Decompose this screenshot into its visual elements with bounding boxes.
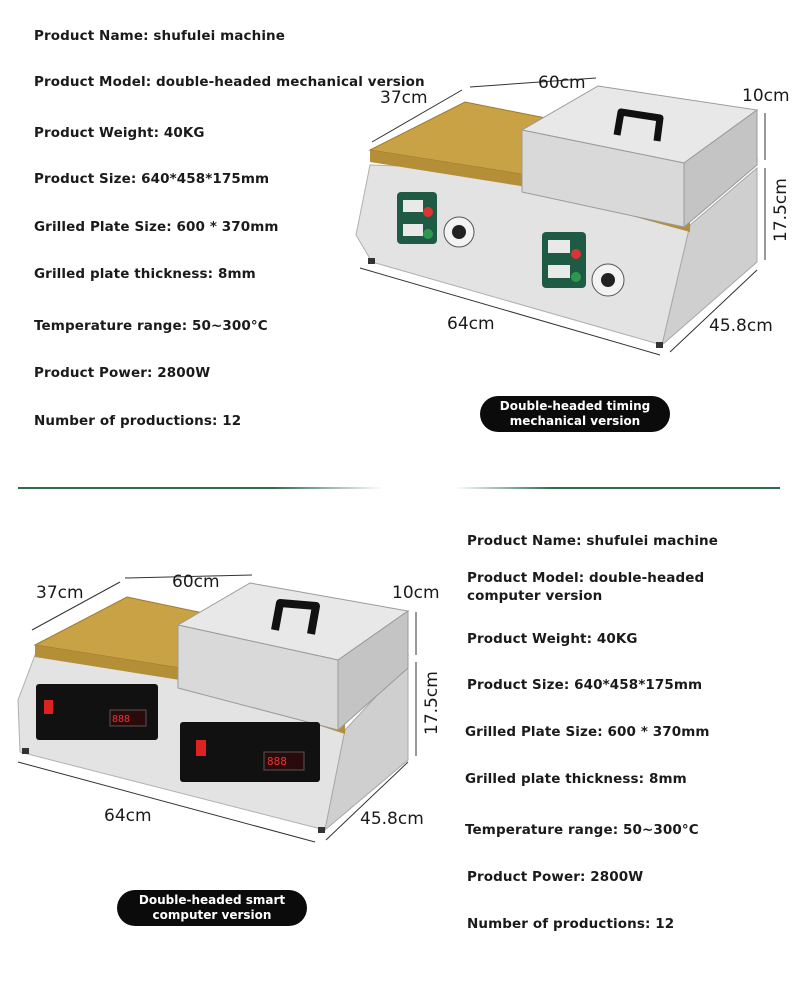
spec-product-model-2: Product Model: double-headed computer version — [467, 570, 705, 604]
dim-length-2: 45.8cm — [360, 809, 424, 829]
dim-width-2: 64cm — [104, 806, 152, 826]
dim-depth: 37cm — [380, 88, 428, 108]
svg-text:888: 888 — [267, 755, 287, 768]
dim-plate-width: 60cm — [538, 73, 586, 93]
spec-product-name: Product Name: shufulei machine — [34, 28, 286, 44]
badge-line-1: Double-headed timing — [499, 399, 651, 413]
spec-temperature-range-2: Temperature range: 50~300°C — [465, 822, 699, 838]
dim-plate-width-2: 60cm — [172, 572, 220, 592]
badge-line-2: mechanical version — [509, 414, 641, 428]
badge-line-1-2: Double-headed smart — [138, 893, 286, 907]
dim-lid-height-2: 10cm — [392, 583, 440, 603]
spec-temperature-range: Temperature range: 50~300°C — [34, 318, 268, 334]
spec-plate-thickness: Grilled plate thickness: 8mm — [34, 266, 256, 282]
dim-body-height-2: 17.5cm — [422, 671, 442, 735]
dim-depth-2: 37cm — [36, 583, 84, 603]
spec-product-model: Product Model: double-headed mechanical version — [34, 74, 425, 90]
dim-width: 64cm — [447, 314, 495, 334]
spec-product-size-2: Product Size: 640*458*175mm — [467, 677, 703, 693]
spec-product-weight: Product Weight: 40KG — [34, 125, 205, 141]
spec-product-power-2: Product Power: 2800W — [467, 869, 644, 885]
dim-body-height: 17.5cm — [771, 178, 791, 242]
badge-line-2-2: computer version — [152, 908, 272, 922]
svg-text:888: 888 — [112, 714, 131, 725]
spec-product-size: Product Size: 640*458*175mm — [34, 171, 270, 187]
spec-product-weight-2: Product Weight: 40KG — [467, 631, 638, 647]
version-badge-computer — [117, 890, 307, 926]
spec-number-of-productions-2: Number of productions: 12 — [467, 916, 675, 932]
dim-length: 45.8cm — [709, 316, 773, 336]
spec-number-of-productions: Number of productions: 12 — [34, 413, 242, 429]
spec-product-name-2: Product Name: shufulei machine — [467, 533, 719, 549]
spec-grilled-plate-size: Grilled Plate Size: 600 * 370mm — [34, 219, 279, 235]
dim-lid-height: 10cm — [742, 86, 790, 106]
spec-grilled-plate-size-2: Grilled Plate Size: 600 * 370mm — [465, 724, 710, 740]
spec-product-power: Product Power: 2800W — [34, 365, 211, 381]
spec-plate-thickness-2: Grilled plate thickness: 8mm — [465, 771, 687, 787]
